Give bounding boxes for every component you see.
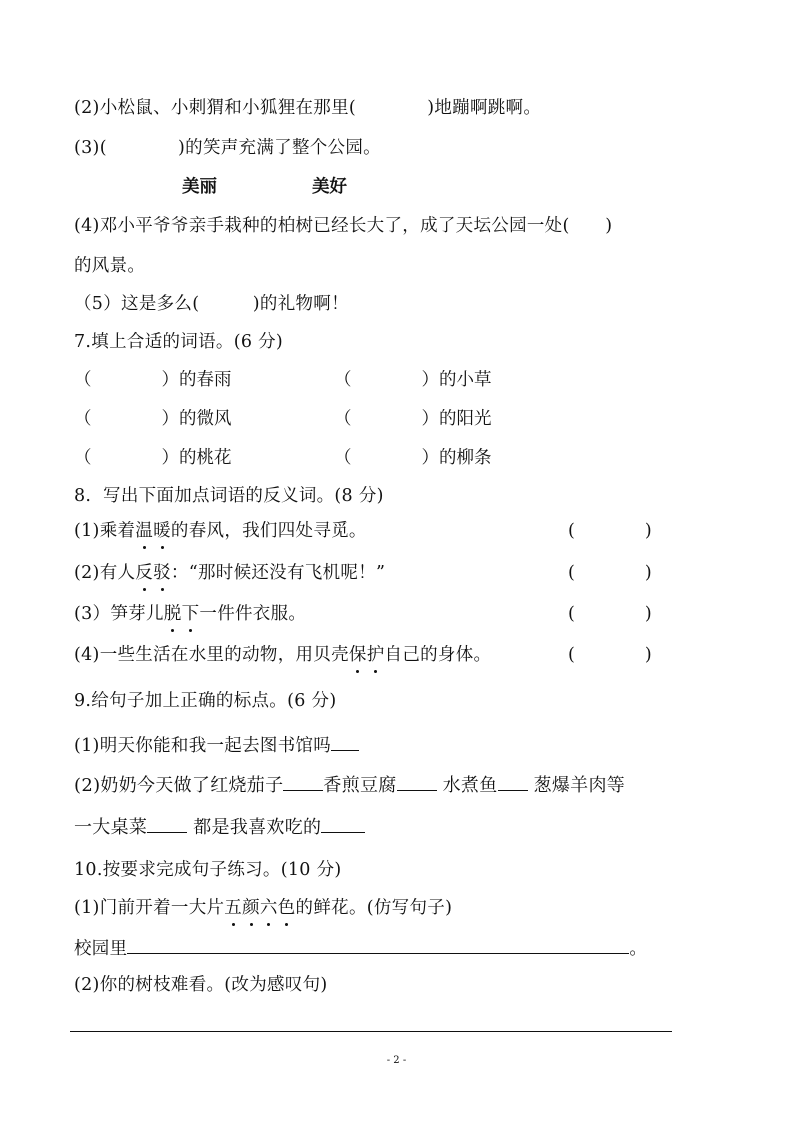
- q6-sentence-5: （5）这是多么( )的礼物啊！: [74, 294, 349, 314]
- q9-sentence-2-continued: 一大桌菜 都是我喜欢吃的: [74, 814, 365, 840]
- q10-answer-1: 校园里 。: [74, 935, 647, 961]
- q8-answer-box: ( ): [568, 645, 652, 665]
- q8-answer-box: ( ): [568, 521, 652, 541]
- dotted-word: 脱下: [163, 604, 200, 624]
- q6-word-option-2: 美好: [312, 177, 347, 197]
- q10-title: 10.按要求完成句子练习。(10 分): [74, 860, 342, 880]
- answer-blank[interactable]: [127, 935, 629, 954]
- q8-item: (4)一些生活在水里的动物，用贝壳保护自己的身体。: [74, 645, 492, 665]
- q6-sentence-4-continued: 的风景。: [74, 256, 146, 276]
- punctuation-blank[interactable]: [147, 814, 187, 833]
- q8-item: (2)有人反驳：“那时候还没有飞机呢！”: [74, 563, 386, 583]
- q8-answer-box: ( ): [568, 604, 652, 624]
- answer-line[interactable]: [70, 1031, 672, 1032]
- punctuation-blank[interactable]: [397, 772, 437, 791]
- q7-item: （ ）的桃花: [74, 448, 232, 468]
- q8-title: 8. 写出下面加点词语的反义词。(8 分): [74, 486, 384, 506]
- q6-sentence-3: (3)( )的笑声充满了整个公园。: [74, 138, 381, 158]
- dotted-word: 反驳: [135, 563, 171, 583]
- q7-item: （ ）的微风: [74, 409, 232, 429]
- q8-item: (3）笋芽儿脱下一件件衣服。: [74, 604, 307, 624]
- q6-word-option-1: 美丽: [182, 177, 217, 197]
- q8-item: (1)乘着温暖的春风，我们四处寻觅。: [74, 521, 367, 541]
- punctuation-blank[interactable]: [283, 772, 323, 791]
- dotted-word: 温暖: [135, 521, 171, 541]
- q7-item: （ ）的小草: [334, 370, 492, 390]
- q9-sentence-2: (2)奶奶今天做了红烧茄子 香煎豆腐 水煮鱼 葱爆羊肉等: [74, 772, 625, 798]
- q7-item: （ ）的阳光: [334, 409, 492, 429]
- q9-title: 9.给句子加上正确的标点。(6 分): [74, 691, 337, 711]
- dotted-word: 五颜六色: [224, 898, 296, 918]
- q7-item: （ ）的柳条: [334, 448, 492, 468]
- page-number: - 2 -: [386, 1055, 407, 1066]
- punctuation-blank[interactable]: [321, 814, 365, 833]
- q9-sentence-1: (1)明天你能和我一起去图书馆吗: [74, 732, 359, 758]
- q10-sentence-2: (2)你的树枝难看。(改为感叹句): [74, 975, 328, 995]
- dotted-word: 保护: [348, 645, 385, 665]
- punctuation-blank[interactable]: [331, 732, 359, 751]
- q6-sentence-4: (4)邓小平爷爷亲手栽种的柏树已经长大了，成了天坛公园一处( ): [74, 216, 613, 236]
- punctuation-blank[interactable]: [498, 772, 528, 791]
- q8-answer-box: ( ): [568, 563, 652, 583]
- q6-sentence-2: (2)小松鼠、小刺猬和小狐狸在那里( )地蹦啊跳啊。: [74, 98, 542, 118]
- q7-title: 7.填上合适的词语。(6 分): [74, 332, 284, 352]
- q7-item: （ ）的春雨: [74, 370, 232, 390]
- q10-sentence-1: (1)门前开着一大片五颜六色的鲜花。(仿写句子): [74, 898, 453, 918]
